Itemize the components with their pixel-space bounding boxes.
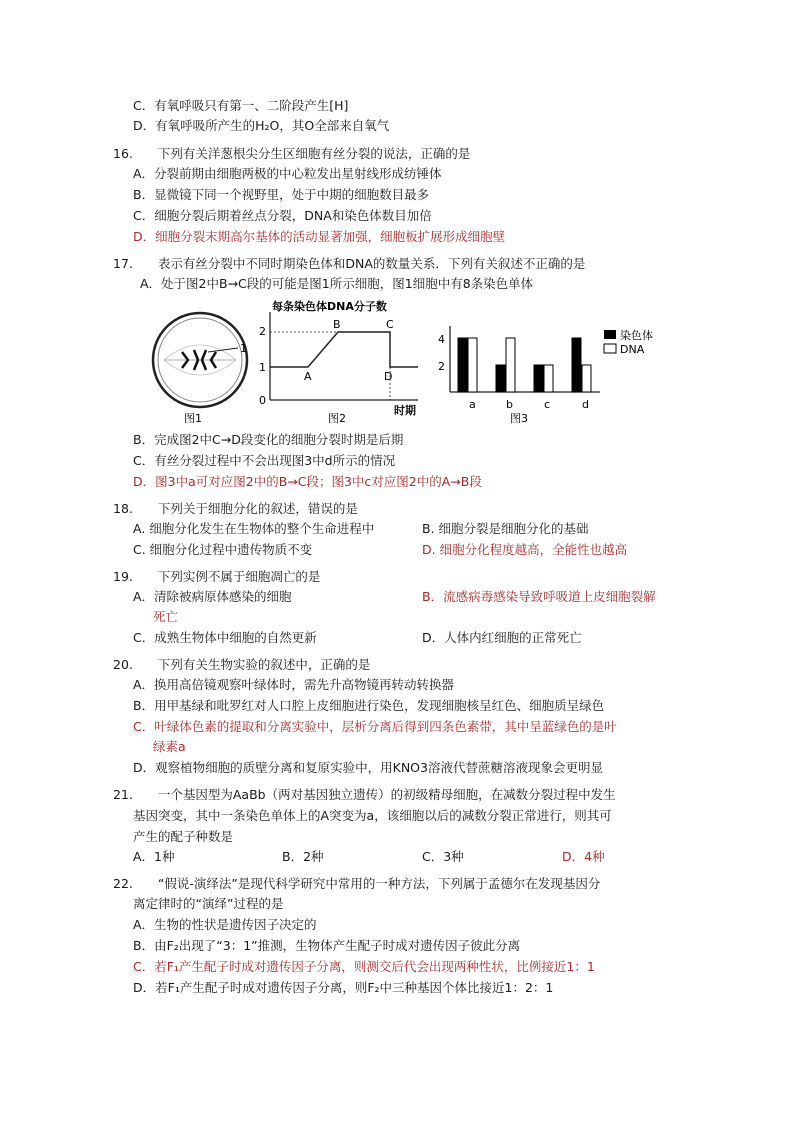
legend-dna-label: DNA	[620, 343, 645, 356]
q18-option-b: B. 细胞分裂是细胞分化的基础	[422, 521, 589, 536]
q18-option-c: C. 细胞分化过程中遗传物质不变	[133, 542, 313, 557]
fig3-bar-c-chromosome	[534, 365, 543, 392]
q21-option-a: A．1种	[133, 849, 175, 864]
fig3-bar-c-dna	[544, 365, 553, 392]
q18-stem: 18. 下列关于细胞分化的叙述，错误的是	[113, 501, 358, 516]
q17-stem: 17. 表示有丝分裂中不同时期染色体和DNA的数量关系．下列有关叙述不正确的是	[113, 256, 586, 271]
fig2-tick-2: 2	[259, 325, 266, 338]
q19-stem: 19. 下列实例不属于细胞凋亡的是	[113, 569, 321, 584]
fig3-bar-a-dna	[468, 338, 477, 392]
q19-option-b-cont: 死亡	[153, 609, 179, 624]
q17-option-a: A．处于图2中B→C段的可能是图1所示细胞，图1细胞中有8条染色单体	[140, 276, 534, 291]
q22-stem-cont: 离定律时的“演绎”过程的是	[133, 896, 284, 911]
q18-option-a: A. 细胞分化发生在生物体的整个生命进程中	[133, 521, 375, 536]
fig3-bar-b-chromosome	[496, 365, 505, 392]
q21-stem: 21. 一个基因型为AaBb（两对基因独立遗传）的初级精母细胞，在减数分裂过程中发生	[113, 787, 616, 802]
q16-option-d: D．细胞分裂末期高尔基体的活动显著加强，细胞板扩展形成细胞壁	[133, 229, 506, 244]
legend-dna-swatch	[604, 344, 616, 353]
fig3-bar-a-chromosome	[458, 338, 467, 392]
q20-stem: 20. 下列有关生物实验的叙述中，正确的是	[113, 657, 371, 672]
fig1-caption: 图1	[184, 412, 202, 425]
q21-option-b: B．2种	[282, 849, 324, 864]
fig1-pointer-label: 1	[240, 342, 247, 355]
q22-option-b: B．由F₂出现了“3：1”推测，生物体产生配子时成对遗传因子彼此分离	[133, 938, 521, 953]
q22-option-d: D．若F₁产生配子时成对遗传因子分离，则F₂中三种基因个体比接近1：2：1	[133, 980, 554, 995]
fig3-cat-b: b	[506, 398, 513, 411]
fig3-cat-c: c	[544, 398, 551, 411]
q16-option-c: C．细胞分裂后期着丝点分裂，DNA和染色体数目加倍	[133, 208, 432, 223]
q20-option-a: A．换用高倍镜观察叶绿体时，需先升高物镜再转动转换器	[133, 677, 455, 692]
q18-option-d: D. 细胞分化程度越高，全能性也越高	[422, 542, 628, 557]
q15-option-c: C．有氧呼吸只有第一、二阶段产生[H]	[133, 98, 349, 113]
q19-option-d: D．人体内红细胞的正常死亡	[422, 630, 582, 645]
figure-2-chart	[250, 296, 428, 426]
q20-option-c-cont: 绿素a	[153, 739, 186, 754]
fig3-cat-d: d	[582, 398, 589, 411]
q17-option-d: D．图3中a可对应图2中的B→C段；图3中c对应图2中的A→B段	[133, 474, 482, 489]
fig2-dna-line	[270, 332, 418, 367]
fig3-cat-a: a	[469, 398, 476, 411]
fig3-bar-d-chromosome	[572, 338, 581, 392]
fig2-xlabel: 时期	[394, 404, 416, 417]
q21-option-c: C．3种	[422, 849, 464, 864]
fig3-caption: 图3	[510, 412, 528, 425]
q17-option-c: C．有丝分裂过程中不会出现图3中d所示的情况	[133, 453, 396, 468]
q21-stem-cont1: 基因突变，其中一条染色单体上的A突变为a，该细胞以后的减数分裂正常进行，则其可	[133, 808, 612, 823]
q22-option-c: C．若F₁产生配子时成对遗传因子分离，则测交后代会出现两种性状，比例接近1：1	[133, 959, 595, 974]
fig2-point-d: D	[384, 370, 393, 383]
fig2-tick-0: 0	[259, 394, 266, 407]
q16-stem: 16. 下列有关洋葱根尖分生区细胞有丝分裂的说法，正确的是	[113, 146, 471, 161]
q21-stem-cont2: 产生的配子种数是	[133, 829, 234, 844]
q21-option-d: D．4种	[562, 849, 605, 864]
fig3-tick-2: 2	[438, 360, 445, 373]
q17-option-b: B．完成图2中C→D段变化的细胞分裂时期是后期	[133, 432, 404, 447]
q15-option-d: D．有氧呼吸所产生的H₂O，其O全部来自氧气	[133, 118, 390, 133]
legend-chromosome-label: 染色体	[620, 329, 653, 342]
fig3-tick-4: 4	[438, 333, 445, 346]
figure-3-chart	[432, 316, 668, 426]
fig2-point-b: B	[333, 318, 341, 331]
q19-option-c: C．成熟生物体中细胞的自然更新	[133, 630, 317, 645]
q20-option-c: C．叶绿体色素的提取和分离实验中，层析分离后得到四条色素带，其中呈蓝绿色的是叶	[133, 719, 617, 734]
q19-option-b: B．流感病毒感染导致呼吸道上皮细胞裂解	[422, 589, 656, 604]
fig2-title: 每条染色体DNA分子数	[272, 300, 387, 313]
q19-option-a: A．清除被病原体感染的细胞	[133, 589, 292, 604]
q20-option-d: D．观察植物细胞的质壁分离和复原实验中，用KNO3溶液代替蔗糖溶液现象会更明显	[133, 760, 603, 775]
q16-option-b: B．显微镜下同一个视野里，处于中期的细胞数目最多	[133, 187, 430, 202]
fig2-point-c: C	[386, 318, 394, 331]
fig2-caption: 图2	[328, 412, 346, 425]
fig3-bar-d-dna	[582, 365, 591, 392]
q16-option-a: A．分裂前期由细胞两极的中心粒发出星射线形成纺锤体	[133, 166, 442, 181]
legend-chromosome-swatch	[604, 330, 616, 339]
q22-option-a: A．生物的性状是遗传因子决定的	[133, 917, 317, 932]
figure-1-cell	[150, 300, 260, 428]
fig2-point-a: A	[304, 370, 312, 383]
q22-stem: 22. “假说-演绎法”是现代科学研究中常用的一种方法，下列属于孟德尔在发现基因分	[113, 876, 601, 891]
fig2-tick-1: 1	[259, 361, 266, 374]
q20-option-b: B．用甲基绿和吡罗红对人口腔上皮细胞进行染色，发现细胞核呈红色、细胞质呈绿色	[133, 698, 605, 713]
fig3-bar-b-dna	[506, 338, 515, 392]
